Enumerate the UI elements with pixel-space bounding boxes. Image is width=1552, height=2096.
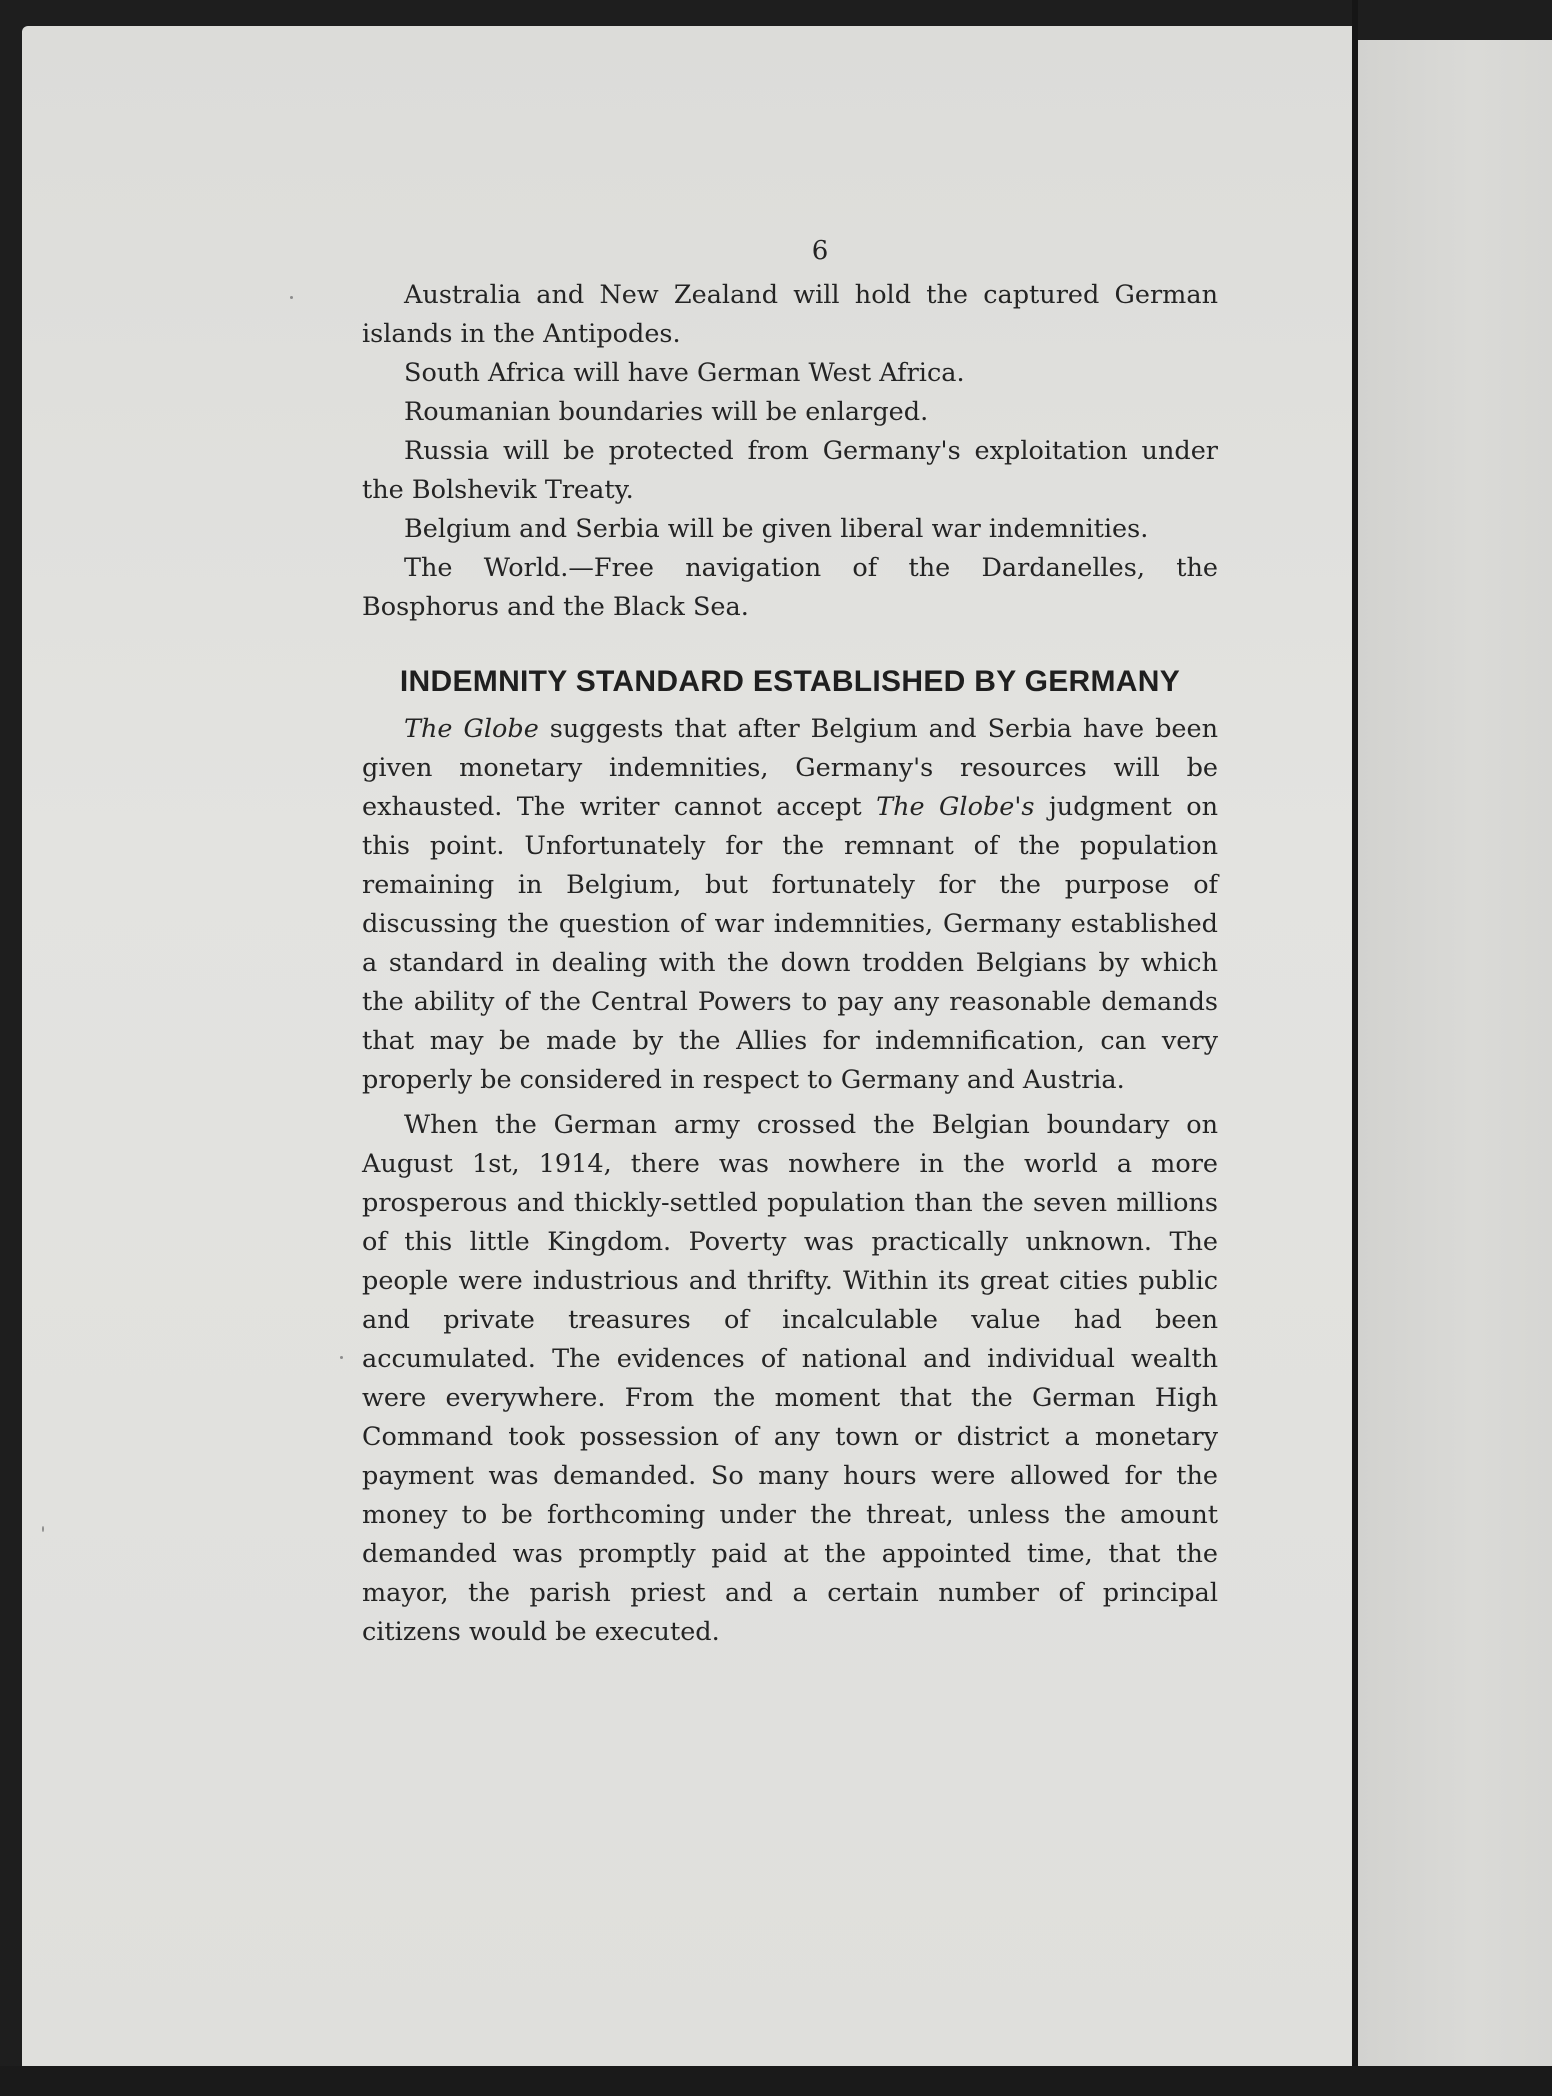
scan-speck <box>340 1356 343 1359</box>
list-item: South Africa will have German West Africa. <box>404 358 965 388</box>
newspaper-title: The Globe <box>404 714 539 744</box>
body-paragraph-german-army: When the German army crossed the Belgian boundary on August 1st, 1914, there was nowhere in the world a more prosperous and thickly-settled population than the seven millions of this little Kingdom. Poverty was practically unknown. The people were industrious and thrifty. Within its great cities public and private treasures of incalculable value had been accumulated. The evidences of national and individual wealth were everywhere. From the moment that the German High Command took possession of any town or district a monetary payment was demanded. So many hours were allowed for the money to be forthcoming under the threat, unless the amount demanded was promptly paid at the appointed time, that the mayor, the parish priest and a certain number of principal citizens would be executed. <box>362 1110 1218 1647</box>
section-heading: INDEMNITY STANDARD ESTABLISHED BY GERMANY <box>399 665 1181 698</box>
newspaper-title-possessive: The Globe's <box>876 792 1035 822</box>
body-paragraph-globe <box>362 710 1218 1100</box>
list-item: Australia and New Zealand will hold the captured German islands in the Antipodes. <box>362 280 1218 349</box>
page-text <box>362 236 1218 1658</box>
scan-border <box>0 2066 1552 2096</box>
list-item: The World.—Free navigation of the Dardanelles, the Bosphorus and the Black Sea. <box>362 553 1218 622</box>
page-number: 6 <box>811 236 829 266</box>
paragraph-text: judgment on this point. Unfortunately for the remnant of the population remaining in Belgium, but fortunately for the purpose of discussing the question of war indemnities, Germany established a standard in dealing with the down trodden Belgians by which the ability of the Central Powers to pay any reasonable demands that may be made by the Allies for indemnification, can very properly be considered in respect to Germany and Austria. <box>362 792 1219 1095</box>
scan-speck <box>290 296 293 299</box>
book-page <box>22 26 1352 2066</box>
list-item: Russia will be protected from Germany's exploitation under the Bolshevik Treaty. <box>362 436 1218 505</box>
facing-page-edge <box>1358 40 1552 2070</box>
list-item: Belgium and Serbia will be given liberal war indemnities. <box>404 514 1149 544</box>
scan-speck <box>42 1526 44 1532</box>
paragraph-text: suggests that after Belgium and Serbia have been given monetary indemnities, Germany's resources will be exhausted. The writer cannot accept <box>362 714 1219 822</box>
list-item: Roumanian boundaries will be enlarged. <box>404 397 929 427</box>
